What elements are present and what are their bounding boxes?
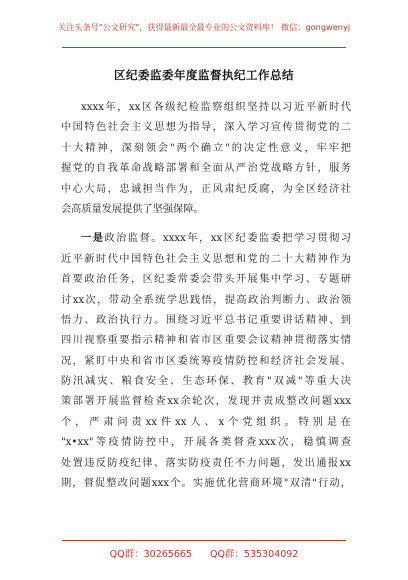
paragraph-1-line: 十大精神，深刻领会"两个确立"的决定性意义，牢牢把 bbox=[61, 142, 351, 154]
paragraph-1-line: xxxx年，xx区各级纪检监察组织坚持以习近平新时代 bbox=[81, 102, 351, 113]
paragraph-2-line: 个，严肃问责xx件xx人、x个党组织。特别是在 bbox=[61, 416, 351, 428]
footer-qq-group-1: QQ群：30265665 bbox=[109, 549, 192, 560]
paragraph-2-line: "x•xx"等疫情防控中，开展各类督查xxx次，稳慎调查 bbox=[61, 437, 351, 449]
paragraph-2-line: 防汛减灾、粮食安全、生态环保、教育"双减"等重大决 bbox=[61, 376, 351, 388]
paragraph-2-first-line-text: 政治监督。xxxx年，xx区纪委监委把学习贯彻习 bbox=[104, 233, 351, 245]
paragraph-1-line: 中心大局，忠诚担当作为，正风肃纪反腐，为全区经济社 bbox=[61, 183, 351, 195]
paragraph-2-line: 期，督促整改问题xxx个。实施优化营商环境"双清"行动， bbox=[61, 478, 351, 490]
document-body bbox=[61, 98, 351, 494]
paragraph-2-line bbox=[61, 229, 351, 249]
footer-divider bbox=[62, 540, 346, 541]
document-title: 区纪委监委年度监督执纪工作总结 bbox=[114, 68, 294, 82]
paragraph-2-line: 处置违反防疫纪律、落实防疫责任不力问题，发出通报xx bbox=[61, 457, 351, 469]
paragraph-1-line: 中国特色社会主义思想为指导，深入学习宣传贯彻党的二 bbox=[61, 122, 351, 134]
paragraph-1-line: 会高质量发展提供了坚强保障。 bbox=[61, 203, 204, 215]
header-banner: 关注头条号"公文研究"，获得最新最全最专业的公文资料库！ 微信：gongwenyj bbox=[57, 22, 351, 32]
paragraph-2-line: 讨xx次，带动全系统学思践悟，提高政治判断力、政治领 bbox=[61, 294, 351, 306]
paragraph-2-line: 况，紧盯中央和省市区委统筹疫情防控和经济社会发展、 bbox=[61, 355, 351, 367]
paragraph-2-line: 悟力、政治执行力。围绕习近平总书记重要讲话精神、到 bbox=[61, 314, 351, 326]
paragraph-1 bbox=[61, 98, 351, 220]
header-divider bbox=[62, 47, 346, 48]
paragraph-2 bbox=[61, 229, 351, 494]
paragraph-2-line: 近平新时代中国特色社会主义思想和党的二十大精神作为 bbox=[61, 253, 351, 265]
paragraph-1-line: 握党的自我革命战略部署和全面从严治党战略方针，服务 bbox=[61, 163, 351, 175]
paragraph-2-line: 策部署开展监督检查xx余轮次，发现并责成整改问题xxx bbox=[61, 396, 351, 408]
paragraph-2-line: 四川视察重要指示精神和省市区重要会议精神贯彻落实情 bbox=[61, 335, 351, 347]
footer-contact bbox=[0, 546, 408, 560]
paragraph-2-line: 首要政治任务，区纪委常委会带头开展集中学习、专题研 bbox=[61, 274, 351, 286]
footer-qq-group-2: QQ群：535304092 bbox=[209, 549, 299, 560]
paragraph-2-lead: 一是 bbox=[81, 233, 105, 245]
